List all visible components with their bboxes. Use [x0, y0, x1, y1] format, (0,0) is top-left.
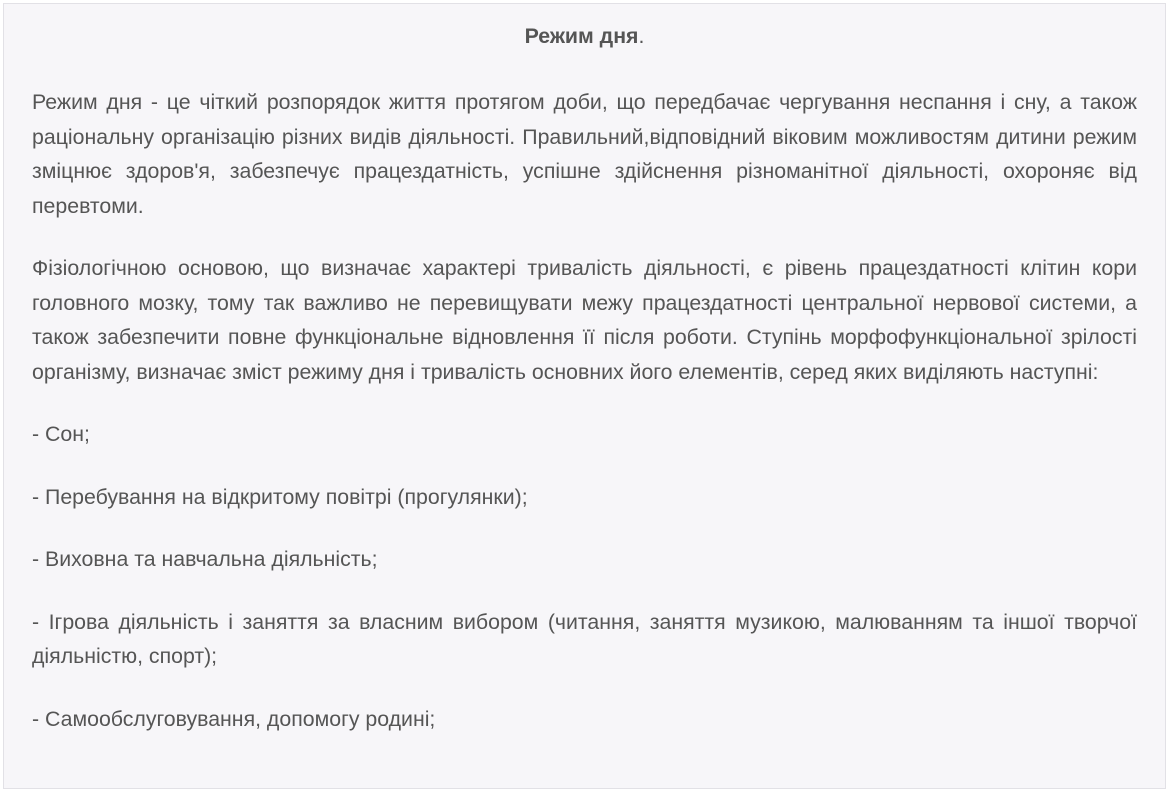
- paragraph-definition: Режим дня - це чіткий розпорядок життя протягом доби, що передбачає чергування неспання і сну, а також раціональну організацію різних видів діяльності. Правильний,відповідний віковим можливостям дитини режим зміцнює здоров'я, забезпечує працездатність, успішне здійснення різноманітної діяльності, охороняє від перевтоми.: [32, 90, 1137, 218]
- article-content: [4, 4, 1165, 736]
- list-item-outdoors: - Перебування на відкритому повітрі (прогулянки);: [32, 484, 528, 509]
- list-item-play: - Ігрова діяльність і заняття за власним вибором (читання, заняття музикою, малюванням та іншої творчої діяльністю, спорт);: [32, 609, 1137, 668]
- list-item-self-care: - Самообслуговування, допомогу родині;: [32, 706, 436, 731]
- article-panel: [3, 3, 1166, 789]
- article-title: [32, 19, 1137, 53]
- article-title-period: .: [638, 24, 645, 48]
- paragraph-physiology: Фізіологічною основою, що визначає характері тривалість діяльності, є рівень працездатності клітин кори головного мозку, тому так важливо не перевищувати межу працездатності центральної нервової системи, а також забезпечити повне функціональне відновлення її після роботи. Ступінь морфофункціональної зрілості організму, визначає зміст режиму дня і тривалість основних його елементів, серед яких виділяють наступні:: [32, 256, 1137, 384]
- list-item-sleep: - Сон;: [32, 422, 90, 446]
- article-title-bold: Режим дня: [524, 24, 639, 48]
- list-item-education: - Виховна та навчальна діяльність;: [32, 547, 378, 571]
